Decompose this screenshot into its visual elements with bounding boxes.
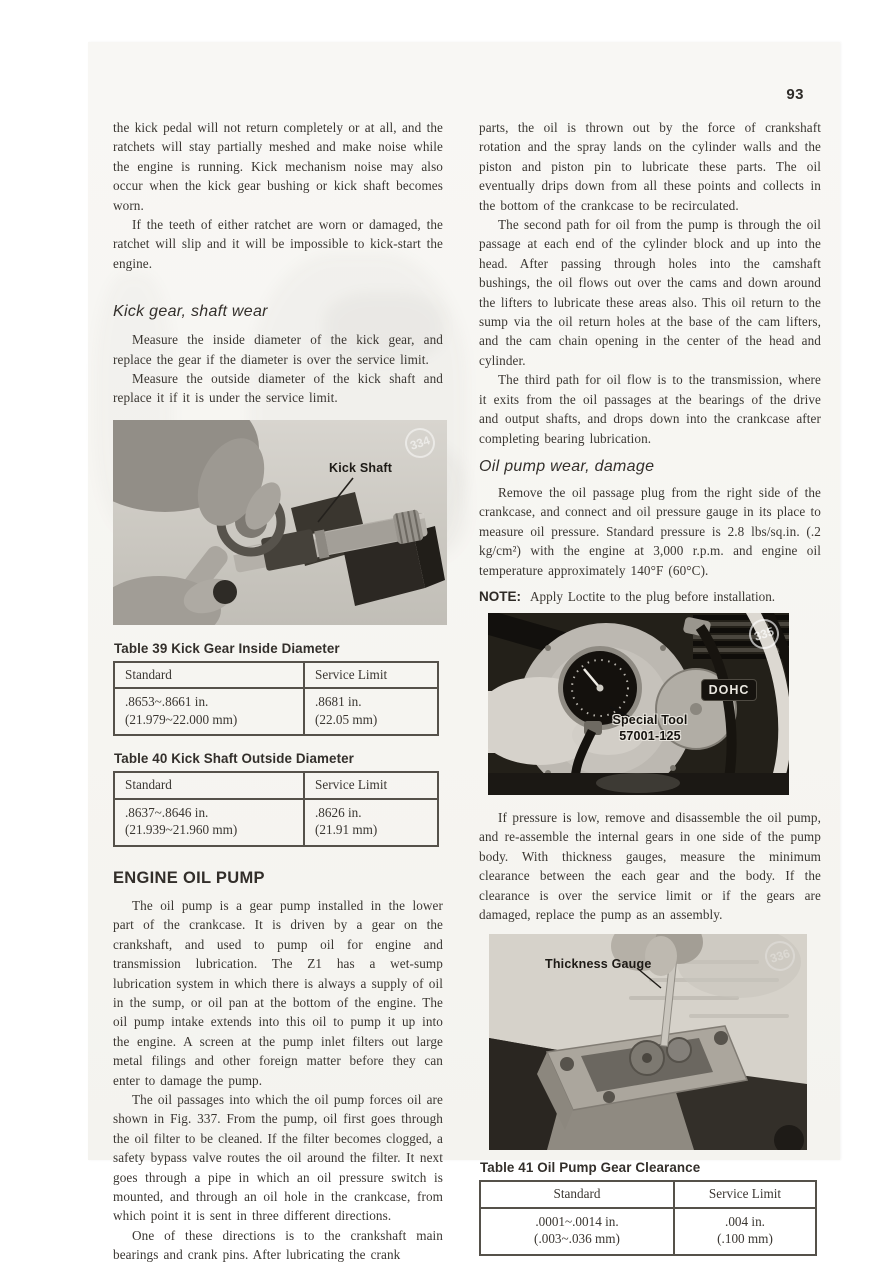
paragraph-measure-kick-shaft: Measure the outside diameter of the kick shaft and replace it if it is under the service limit. <box>113 371 443 406</box>
table-41-header-service-limit: Service Limit <box>674 1181 816 1208</box>
heading-oil-pump-wear-damage: Oil pump wear, damage <box>479 457 655 475</box>
paragraph-third-path: The third path for oil flow is to the transmission, where it exits from the oil passages at the bearings of the drive and output shafts, and drops down into the crankcase after completing bearing lubrication. <box>479 372 821 446</box>
page-number: 93 <box>786 86 804 103</box>
table-41-limit-mm: (.100 mm) <box>717 1231 773 1247</box>
note-text: Apply Loctite to the plug before installation. <box>530 588 776 604</box>
figure-number-335: 335 <box>745 615 783 653</box>
figure-number-336: 336 <box>761 937 799 975</box>
thickness-gauge-callout: Thickness Gauge <box>545 957 652 972</box>
table-41 <box>479 1180 817 1256</box>
table-39-header-service-limit: Service Limit <box>304 662 438 689</box>
table-39-limit-mm: (22.05 mm) <box>315 711 378 727</box>
oil-pressure-photo-art <box>488 613 789 795</box>
table-40-limit-inches: .8626 in. <box>315 804 362 820</box>
dohc-engine-badge: DOHC <box>701 679 757 701</box>
table-39-standard-cell <box>114 688 304 735</box>
table-40-title: Table 40 Kick Shaft Outside Diameter <box>114 751 354 767</box>
table-39-limit-cell <box>304 688 438 735</box>
table-40-header-service-limit: Service Limit <box>304 772 438 799</box>
note-label: NOTE: <box>479 588 521 604</box>
scanned-manual-page <box>88 42 840 1263</box>
paragraph-ratchet-teeth: If the teeth of either ratchet are worn or damaged, the ratchet will slip and it will be impossible to kick-start the engine. <box>113 217 443 271</box>
paragraph-oil-passages: The oil passages into which the oil pump forces oil are shown in Fig. 337. From the pump, oil first goes through the oil filter to be cleaned. If the filter becomes clogged, a safety bypass valve routes the oil around the filter. It next goes through a pipe in which an oil pressure switch is mounted, and through an oil hole in the crankcase, from which point it is sent in three different directions. <box>113 1091 443 1224</box>
heading-engine-oil-pump: ENGINE OIL PUMP <box>113 868 265 887</box>
figure-335-oil-pressure-gauge-photo <box>488 613 789 795</box>
paragraph-measure-kick-gear: Measure the inside diameter of the kick gear, and replace the gear if the diameter is over the service limit. <box>113 332 443 367</box>
left-column <box>113 118 443 1265</box>
special-tool-part-number: 57001-125 <box>619 728 681 743</box>
table-41-block <box>479 1160 821 1256</box>
paragraph-oil-pump-intro: The oil pump is a gear pump installed in the lower part of the crankcase. It is driven by a gear on the crankshaft, and used to pump oil for engine and transmission lubrication. The Z1 has a wet-sump lubrication system in which there is always a supply of oil in the sump, or oil pan at the bottom of the engine. The oil pump intake extends into this oil to pump it up into the engine. A screen at the pump inlet filters out large metal filings and other foreign matter before they can enter to damage the pump. <box>113 897 443 1088</box>
table-40-block <box>113 751 443 847</box>
paragraph-kick-return: the kick pedal will not return completely or at all, and the ratchets will stay partially meshed and make noise while the engine is running. Kick mechanism noise may also occur when the kick gear bushing or kick shaft becomes worn. <box>113 120 443 213</box>
paragraph-second-path: The second path for oil from the pump is through the oil passage at each end of the cylinder block and up into the head. After passing through holes into the camshaft bushings, the oil flows out over the cams and down around the lifters to lubricate these areas also. This oil return to the sump via the oil return holes at the base of the cam lifters, and the cam chain opening in the center of the head and cylinder. <box>479 217 821 368</box>
table-40 <box>113 771 439 847</box>
figure-336-thickness-gauge-photo <box>489 934 807 1150</box>
figure-number-334: 334 <box>401 424 439 462</box>
table-39-header-standard: Standard <box>114 662 304 689</box>
table-40-limit-mm: (21.91 mm) <box>315 822 378 838</box>
table-41-standard-cell <box>480 1208 674 1255</box>
table-39-standard-mm: (21.979~22.000 mm) <box>125 711 238 727</box>
figure-334-kick-shaft-photo <box>113 420 447 625</box>
table-41-header-standard: Standard <box>480 1181 674 1208</box>
table-40-standard-inches: .8637~.8646 in. <box>125 804 209 820</box>
kick-shaft-callout: Kick Shaft <box>329 460 393 475</box>
table-40-standard-mm: (21.939~21.960 mm) <box>125 822 238 838</box>
special-tool-callout <box>586 712 714 744</box>
paragraph-crankshaft-direction: One of these directions is to the crankshaft main bearings and crank pins. After lubricating the crank <box>113 1227 443 1263</box>
table-41-standard-inches: .0001~.0014 in. <box>535 1213 619 1229</box>
table-41-limit-inches: .004 in. <box>725 1213 765 1229</box>
paragraph-oil-spray: parts, the oil is thrown out by the force of crankshaft rotation and the spray lands on the cylinder walls and the piston and piston pin to lubricate these parts. The oil eventually drips down from all these points and collects in the bottom of the crankcase to be recirculated. <box>479 120 821 213</box>
note-row <box>479 589 821 605</box>
paragraph-low-pressure: If pressure is low, remove and disassemble the oil pump, and re-assemble the internal gears in one side of the pump body. With thickness gauges, measure the minimum clearance between the each gear and the body. If the clearance is over the service limit or if the gears are damaged, replace the pump as an assembly. <box>479 809 821 922</box>
right-column <box>479 118 821 1256</box>
table-40-standard-cell <box>114 799 304 846</box>
paragraph-oil-pressure-check: Remove the oil passage plug from the right side of the crankcase, and connect and oil pressure gauge in its place to measure oil pressure. Standard pressure is 2.8 lbs/sq.in. (.2 kg/cm²) with the engine at 3,000 r.p.m. and engine oil temperature approximately 140°F (60°C). <box>479 484 821 578</box>
table-40-header-standard: Standard <box>114 772 304 799</box>
table-39 <box>113 661 439 737</box>
heading-kick-gear-shaft-wear: Kick gear, shaft wear <box>113 303 268 321</box>
table-39-standard-inches: .8653~.8661 in. <box>125 694 209 710</box>
table-41-limit-cell <box>674 1208 816 1255</box>
table-39-limit-inches: .8681 in. <box>315 694 362 710</box>
kick-shaft-photo-art <box>113 420 447 625</box>
table-41-standard-mm: (.003~.036 mm) <box>534 1231 620 1247</box>
table-39-block <box>113 641 443 737</box>
table-41-title: Table 41 Oil Pump Gear Clearance <box>480 1160 701 1176</box>
special-tool-label: Special Tool <box>612 712 688 727</box>
table-39-title: Table 39 Kick Gear Inside Diameter <box>114 640 340 656</box>
table-40-limit-cell <box>304 799 438 846</box>
